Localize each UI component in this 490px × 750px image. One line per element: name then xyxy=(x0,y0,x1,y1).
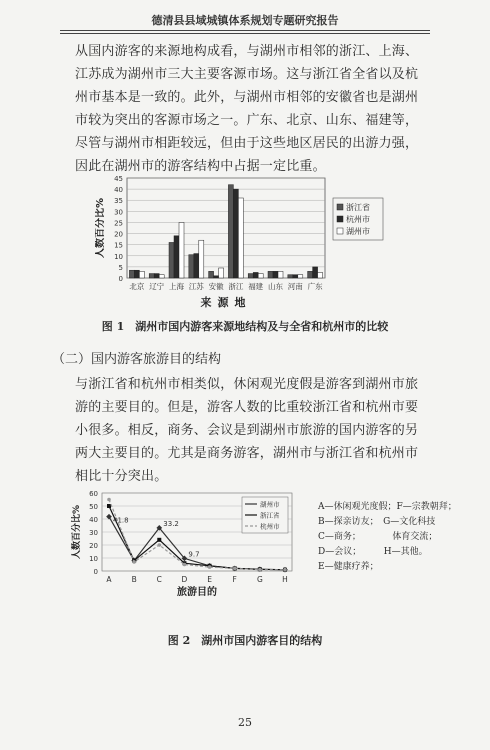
bar xyxy=(288,275,293,278)
bar xyxy=(293,275,298,278)
x-tick-label: H xyxy=(282,575,288,584)
legend-label: 杭州市 xyxy=(260,522,280,531)
purpose-key-line: B—探亲访友； G—文化科技 xyxy=(318,517,436,527)
y-tick-label: 45 xyxy=(114,175,123,183)
bar xyxy=(174,236,179,278)
y-tick-label: 15 xyxy=(114,241,123,250)
y-tick-label: 40 xyxy=(89,516,98,524)
bar xyxy=(248,274,253,278)
y-tick-label: 0 xyxy=(93,568,98,576)
bar xyxy=(149,274,154,278)
legend-swatch xyxy=(337,228,343,234)
bar xyxy=(169,242,174,278)
y-tick-label: 30 xyxy=(89,529,98,537)
bar xyxy=(134,270,139,278)
purpose-key-line: C—商务； 体育交流； xyxy=(318,532,438,542)
bar xyxy=(298,275,303,278)
bar xyxy=(318,272,323,278)
x-tick-label: 浙江 xyxy=(228,282,244,291)
purpose-key-line: E—健康疗养； xyxy=(318,562,379,572)
data-point xyxy=(107,498,111,502)
figure1-caption: 图 1 湖州市国内游客来源地结构及与全省和杭州市的比较 xyxy=(101,320,389,333)
page-number: 25 xyxy=(238,716,252,729)
bar xyxy=(159,275,164,278)
legend-label: 湖州市 xyxy=(260,500,280,509)
bar xyxy=(199,240,204,278)
bar xyxy=(189,255,194,278)
y-tick-label: 0 xyxy=(118,275,123,283)
x-tick-label: 北京 xyxy=(129,282,145,291)
x-axis-title: 来源地 xyxy=(200,296,252,309)
bar xyxy=(238,198,243,278)
bar xyxy=(154,274,159,278)
y-tick-label: 35 xyxy=(114,197,123,206)
bar xyxy=(273,271,278,278)
bar xyxy=(258,274,263,278)
plot-area xyxy=(127,178,325,278)
bar xyxy=(179,222,184,278)
bar xyxy=(233,189,238,278)
bar xyxy=(268,271,273,278)
data-point xyxy=(258,568,262,572)
bar xyxy=(308,271,313,278)
legend-label: 杭州市 xyxy=(346,215,370,224)
x-axis-title: 旅游目的 xyxy=(177,587,217,598)
x-tick-label: 安徽 xyxy=(208,282,224,291)
y-tick-label: 25 xyxy=(114,219,123,228)
x-tick-label: B xyxy=(131,575,137,584)
bar xyxy=(214,276,219,278)
header-rule-thin xyxy=(60,33,430,34)
bar xyxy=(228,185,233,278)
data-point xyxy=(183,563,187,567)
x-tick-label: G xyxy=(256,575,263,584)
data-point xyxy=(283,568,287,572)
y-tick-label: 5 xyxy=(118,263,123,272)
x-tick-label: 河南 xyxy=(287,282,303,291)
y-tick-label: 10 xyxy=(89,555,98,563)
paragraph-source-markets: 从国内游客的来源地构成看，与湖州市相邻的浙江、上海、江苏成为湖州市三大主要客源市场。这与浙江省全省以及杭州市基本是一致的。此外，与湖州市相邻的安徽省也是湖州市较为突出的客源市场之一。广东、北京、山东、福建等，尽管与湖州市相距较远，但由于这些地区居民的出游力强，因此在湖州市的游客结构中占据一定比重。 xyxy=(75,44,419,174)
legend-swatch xyxy=(337,216,343,222)
x-tick-label: 辽宁 xyxy=(149,282,165,291)
purpose-key-line: D—会议； H—其他。 xyxy=(318,547,428,557)
y-tick-label: 60 xyxy=(89,490,98,498)
bar xyxy=(219,268,224,278)
data-label: 9.7 xyxy=(188,550,200,559)
data-point xyxy=(157,538,161,542)
bar xyxy=(253,272,258,278)
paragraph-travel-purpose: 与浙江省和杭州市相类似，休闲观光度假是游客到湖州市旅游的主要目的。但是，游客人数的比重较浙江省和杭州市要小很多。相反，商务、会议是到湖州市旅游的国内游客的另两大主要目的。尤其是商务游客，湖州市与浙江省和杭州市相比十分突出。 xyxy=(75,377,419,484)
data-point xyxy=(107,504,111,508)
y-tick-label: 50 xyxy=(89,503,98,511)
y-tick-label: 10 xyxy=(114,252,123,261)
running-header: 德清县县域城镇体系规划专题研究报告 xyxy=(151,14,339,27)
x-tick-label: C xyxy=(156,575,162,584)
legend-label: 湖州市 xyxy=(346,227,370,236)
x-tick-label: 福建 xyxy=(248,282,264,291)
legend-label: 浙江省 xyxy=(346,203,370,212)
legend-swatch xyxy=(337,204,343,210)
x-tick-label: D xyxy=(181,575,188,584)
data-label: 41.8 xyxy=(113,516,129,525)
figure2-purpose-key xyxy=(318,500,488,575)
data-point xyxy=(208,565,212,569)
y-axis-title: 人数百分比% xyxy=(95,197,106,259)
purpose-key-line: A—休闲观光度假；F—宗教朝拜； xyxy=(318,502,457,512)
x-tick-label: A xyxy=(106,575,112,584)
data-point xyxy=(233,567,237,571)
section-subheading: （二）国内游客旅游目的结构 xyxy=(52,352,222,367)
bar xyxy=(313,267,318,278)
y-tick-label: 20 xyxy=(89,542,98,550)
figure2-caption: 图 2 湖州市国内游客目的结构 xyxy=(167,634,323,647)
y-tick-label: 30 xyxy=(114,208,123,217)
x-tick-label: 广东 xyxy=(307,282,323,291)
x-tick-label: 上海 xyxy=(169,282,184,291)
bar xyxy=(139,271,144,278)
header-rule xyxy=(60,30,430,31)
x-tick-label: 山东 xyxy=(268,282,283,291)
y-tick-label: 20 xyxy=(114,230,123,239)
data-point xyxy=(132,560,136,564)
figure2-line-chart xyxy=(70,487,315,602)
y-axis-title: 人数百分比% xyxy=(72,504,82,560)
bar xyxy=(209,271,214,278)
bar xyxy=(194,254,199,278)
y-tick-label: 40 xyxy=(114,186,123,195)
bar xyxy=(278,271,283,278)
x-tick-label: F xyxy=(232,575,237,584)
legend-label: 浙江省 xyxy=(260,511,280,520)
figure1-bar-chart xyxy=(95,172,395,312)
x-tick-label: 江苏 xyxy=(188,282,204,291)
bar xyxy=(129,270,134,278)
x-tick-label: E xyxy=(207,575,212,584)
data-point xyxy=(157,543,161,547)
data-label: 33.2 xyxy=(163,519,179,528)
